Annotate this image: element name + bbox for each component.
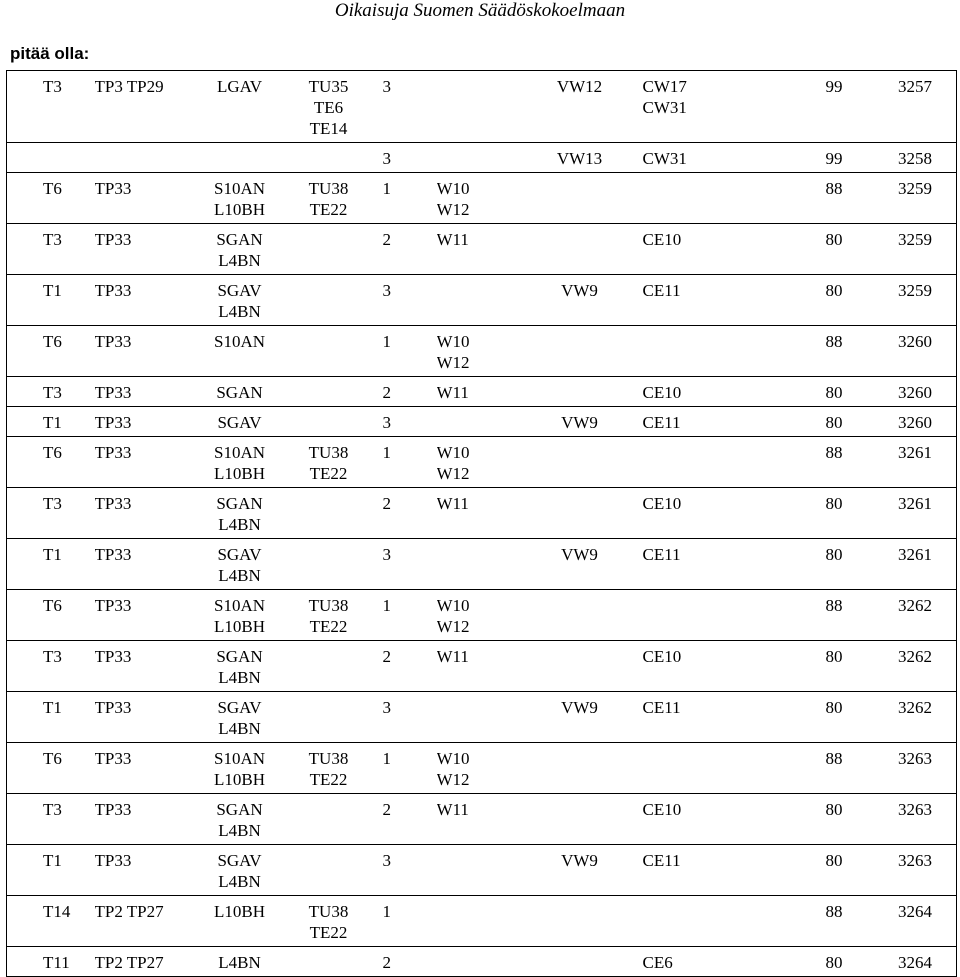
correction-table (6, 70, 957, 977)
cell-w (437, 692, 517, 743)
cell-w (437, 539, 517, 590)
cell-id: 3259 (853, 173, 957, 224)
cell-value: 88 (793, 590, 853, 641)
cell-w: W11 (437, 488, 517, 539)
table-row (7, 326, 957, 377)
cell-id: 3262 (853, 641, 957, 692)
cell-code (195, 143, 285, 173)
cell-vw: VW9 (517, 407, 643, 437)
cell-tu (285, 143, 373, 173)
cell-num: 1 (373, 326, 437, 377)
cell-type: T1 (7, 845, 95, 896)
cell-ce: CE11 (643, 275, 793, 326)
table-row (7, 407, 957, 437)
cell-value: 99 (793, 143, 853, 173)
cell-id: 3264 (853, 896, 957, 947)
cell-ce: CE11 (643, 539, 793, 590)
table-row (7, 437, 957, 488)
cell-vw (517, 641, 643, 692)
cell-id: 3261 (853, 488, 957, 539)
cell-w (437, 896, 517, 947)
cell-w: W10 W12 (437, 173, 517, 224)
cell-value: 88 (793, 743, 853, 794)
cell-value: 80 (793, 275, 853, 326)
cell-num: 3 (373, 407, 437, 437)
cell-id: 3257 (853, 71, 957, 143)
cell-type: T3 (7, 794, 95, 845)
table-row (7, 692, 957, 743)
cell-value: 80 (793, 224, 853, 275)
cell-tu: TU38 TE22 (285, 590, 373, 641)
cell-type: T6 (7, 743, 95, 794)
cell-tu (285, 377, 373, 407)
cell-ce: CW31 (643, 143, 793, 173)
table-row (7, 743, 957, 794)
cell-w: W10 W12 (437, 326, 517, 377)
cell-type: T1 (7, 539, 95, 590)
cell-value: 88 (793, 173, 853, 224)
cell-ce (643, 173, 793, 224)
cell-code: SGAV L4BN (195, 845, 285, 896)
cell-ce: CE6 (643, 947, 793, 977)
cell-code: SGAN L4BN (195, 488, 285, 539)
cell-num: 2 (373, 641, 437, 692)
cell-w: W11 (437, 794, 517, 845)
cell-code: LGAV (195, 71, 285, 143)
cell-w: W10 W12 (437, 743, 517, 794)
cell-tp: TP33 (95, 743, 195, 794)
cell-tu (285, 947, 373, 977)
cell-code: S10AN L10BH (195, 590, 285, 641)
cell-ce: CE10 (643, 488, 793, 539)
cell-id: 3260 (853, 326, 957, 377)
table-row (7, 641, 957, 692)
cell-type: T1 (7, 275, 95, 326)
cell-id: 3263 (853, 743, 957, 794)
cell-vw (517, 743, 643, 794)
cell-code: SGAV (195, 407, 285, 437)
cell-id: 3258 (853, 143, 957, 173)
cell-vw (517, 488, 643, 539)
cell-code: S10AN L10BH (195, 437, 285, 488)
cell-num: 1 (373, 173, 437, 224)
cell-vw (517, 437, 643, 488)
cell-id: 3262 (853, 590, 957, 641)
cell-type: T11 (7, 947, 95, 977)
cell-w (437, 143, 517, 173)
cell-code: SGAV L4BN (195, 539, 285, 590)
cell-num: 1 (373, 896, 437, 947)
cell-num: 3 (373, 143, 437, 173)
cell-id: 3260 (853, 407, 957, 437)
cell-id: 3261 (853, 437, 957, 488)
cell-w: W11 (437, 641, 517, 692)
cell-value: 80 (793, 641, 853, 692)
intro-label: pitää olla: (10, 44, 90, 63)
cell-tp: TP33 (95, 173, 195, 224)
cell-code: S10AN (195, 326, 285, 377)
cell-tu (285, 845, 373, 896)
cell-vw: VW9 (517, 845, 643, 896)
cell-vw (517, 947, 643, 977)
cell-id: 3260 (853, 377, 957, 407)
cell-value: 80 (793, 407, 853, 437)
cell-w (437, 71, 517, 143)
cell-type: T3 (7, 71, 95, 143)
cell-tu (285, 539, 373, 590)
cell-tu (285, 224, 373, 275)
cell-type: T6 (7, 326, 95, 377)
cell-vw (517, 377, 643, 407)
cell-ce: CE10 (643, 641, 793, 692)
cell-value: 80 (793, 845, 853, 896)
cell-vw: VW12 (517, 71, 643, 143)
cell-ce: CE11 (643, 692, 793, 743)
cell-code: L10BH (195, 896, 285, 947)
cell-value: 88 (793, 326, 853, 377)
cell-ce: CE10 (643, 224, 793, 275)
table-row (7, 173, 957, 224)
cell-vw: VW13 (517, 143, 643, 173)
table-row (7, 947, 957, 977)
cell-num: 3 (373, 692, 437, 743)
cell-code: SGAN L4BN (195, 641, 285, 692)
cell-code: SGAV L4BN (195, 692, 285, 743)
cell-num: 3 (373, 275, 437, 326)
cell-tu: TU38 TE22 (285, 743, 373, 794)
cell-type: T14 (7, 896, 95, 947)
cell-type: T6 (7, 173, 95, 224)
cell-type: T3 (7, 377, 95, 407)
cell-id: 3261 (853, 539, 957, 590)
cell-tp: TP33 (95, 224, 195, 275)
cell-type: T1 (7, 407, 95, 437)
cell-num: 1 (373, 743, 437, 794)
page-header-title: Oikaisuja Suomen Säädöskokoelmaan (334, 0, 626, 21)
cell-tp: TP33 (95, 437, 195, 488)
cell-code: L4BN (195, 947, 285, 977)
cell-w (437, 275, 517, 326)
cell-ce: CE10 (643, 377, 793, 407)
cell-tu: TU38 TE22 (285, 437, 373, 488)
cell-id: 3263 (853, 845, 957, 896)
cell-value: 88 (793, 896, 853, 947)
cell-ce: CW17 CW31 (643, 71, 793, 143)
table-row (7, 488, 957, 539)
cell-type: T3 (7, 488, 95, 539)
table-body (7, 71, 957, 977)
cell-id: 3262 (853, 692, 957, 743)
cell-vw (517, 173, 643, 224)
cell-vw: VW9 (517, 692, 643, 743)
cell-ce: CE10 (643, 794, 793, 845)
cell-tu: TU38 TE22 (285, 173, 373, 224)
cell-id: 3259 (853, 275, 957, 326)
cell-tp: TP33 (95, 377, 195, 407)
cell-tp: TP33 (95, 539, 195, 590)
cell-tu (285, 488, 373, 539)
table-row (7, 896, 957, 947)
cell-id: 3259 (853, 224, 957, 275)
cell-tu (285, 407, 373, 437)
cell-value: 80 (793, 794, 853, 845)
cell-num: 2 (373, 224, 437, 275)
cell-ce (643, 326, 793, 377)
cell-id: 3263 (853, 794, 957, 845)
cell-value: 80 (793, 488, 853, 539)
table-row (7, 845, 957, 896)
cell-tu (285, 275, 373, 326)
cell-type: T1 (7, 692, 95, 743)
cell-value: 80 (793, 947, 853, 977)
cell-value: 80 (793, 692, 853, 743)
cell-ce: CE11 (643, 845, 793, 896)
cell-tu: TU35 TE6 TE14 (285, 71, 373, 143)
cell-tp: TP33 (95, 488, 195, 539)
cell-type (7, 143, 95, 173)
cell-num: 1 (373, 437, 437, 488)
cell-tp: TP33 (95, 845, 195, 896)
cell-num: 2 (373, 794, 437, 845)
cell-type: T6 (7, 437, 95, 488)
cell-tu (285, 326, 373, 377)
cell-num: 2 (373, 488, 437, 539)
cell-tu (285, 692, 373, 743)
cell-code: S10AN L10BH (195, 743, 285, 794)
cell-ce (643, 437, 793, 488)
cell-tp: TP33 (95, 407, 195, 437)
cell-code: SGAN L4BN (195, 794, 285, 845)
cell-value: 80 (793, 377, 853, 407)
cell-w (437, 947, 517, 977)
cell-num: 3 (373, 539, 437, 590)
cell-tp: TP3 TP29 (95, 71, 195, 143)
table-row (7, 590, 957, 641)
cell-w: W11 (437, 224, 517, 275)
cell-w: W11 (437, 377, 517, 407)
cell-id: 3264 (853, 947, 957, 977)
cell-tu: TU38 TE22 (285, 896, 373, 947)
cell-ce (643, 743, 793, 794)
cell-vw (517, 794, 643, 845)
cell-tp: TP2 TP27 (95, 947, 195, 977)
cell-vw (517, 224, 643, 275)
table-row (7, 377, 957, 407)
cell-type: T3 (7, 641, 95, 692)
cell-vw: VW9 (517, 539, 643, 590)
cell-tp: TP33 (95, 326, 195, 377)
cell-tp: TP33 (95, 794, 195, 845)
table-row (7, 794, 957, 845)
cell-value: 80 (793, 539, 853, 590)
table-row (7, 71, 957, 143)
cell-num: 1 (373, 590, 437, 641)
cell-w (437, 407, 517, 437)
cell-num: 3 (373, 845, 437, 896)
cell-tp: TP2 TP27 (95, 896, 195, 947)
cell-vw (517, 326, 643, 377)
cell-value: 99 (793, 71, 853, 143)
cell-w: W10 W12 (437, 437, 517, 488)
cell-ce: CE11 (643, 407, 793, 437)
cell-num: 3 (373, 71, 437, 143)
cell-code: S10AN L10BH (195, 173, 285, 224)
table-row (7, 275, 957, 326)
cell-type: T3 (7, 224, 95, 275)
cell-w: W10 W12 (437, 590, 517, 641)
cell-tp: TP33 (95, 692, 195, 743)
cell-num: 2 (373, 947, 437, 977)
cell-vw (517, 896, 643, 947)
cell-tp (95, 143, 195, 173)
cell-ce (643, 590, 793, 641)
table-row (7, 224, 957, 275)
cell-tu (285, 641, 373, 692)
cell-code: SGAV L4BN (195, 275, 285, 326)
cell-ce (643, 896, 793, 947)
cell-vw (517, 590, 643, 641)
cell-tp: TP33 (95, 590, 195, 641)
cell-tp: TP33 (95, 641, 195, 692)
table-row (7, 143, 957, 173)
cell-w (437, 845, 517, 896)
cell-num: 2 (373, 377, 437, 407)
cell-value: 88 (793, 437, 853, 488)
table-row (7, 539, 957, 590)
cell-code: SGAN (195, 377, 285, 407)
cell-type: T6 (7, 590, 95, 641)
cell-vw: VW9 (517, 275, 643, 326)
cell-tp: TP33 (95, 275, 195, 326)
cell-tu (285, 794, 373, 845)
cell-code: SGAN L4BN (195, 224, 285, 275)
